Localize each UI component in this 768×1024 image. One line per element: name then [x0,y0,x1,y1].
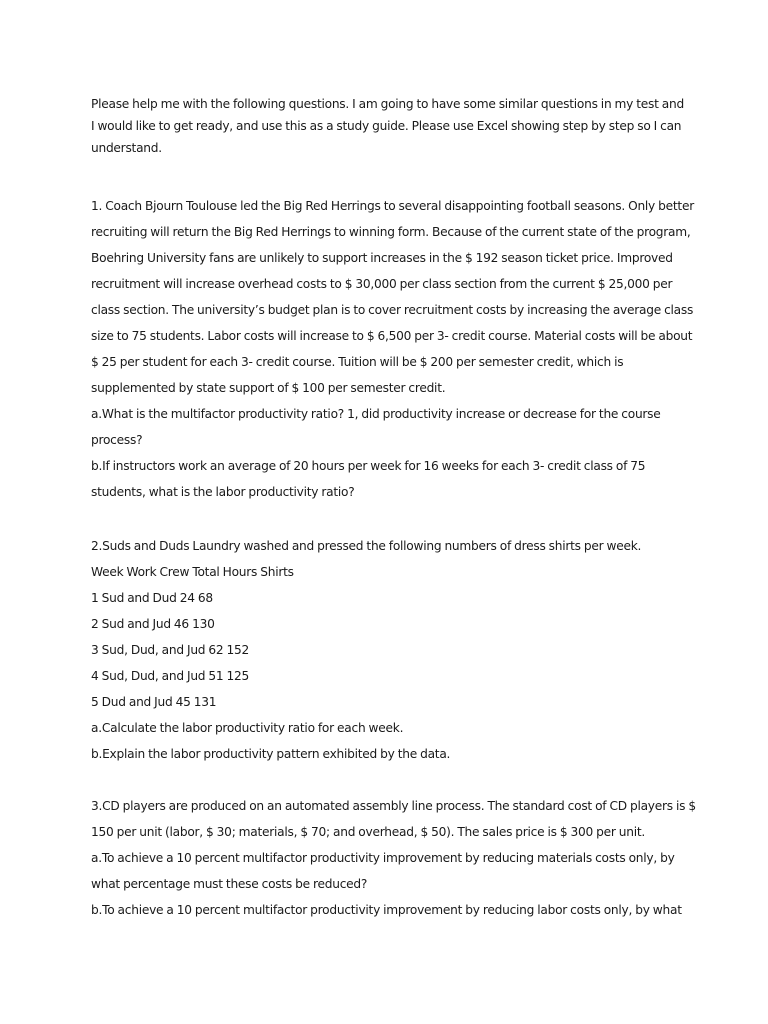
question-2b-line: b.Explain the labor productivity pattern exhibited by the data. [91,747,451,761]
question-3-line: 150 per unit (labor, $ 30; materials, $ 70; and overhead, $ 50). The sales price is $ 300 per unit. [91,825,645,839]
question-3-line: 3.CD players are produced on an automated assembly line process. The standard cost of CD players is $ [91,799,696,813]
intro-paragraph: Please help me with the following questions. I am going to have some similar questions in my test and I would like to get ready, and use this as a study guide. Please use Excel showing step by step so I can understand. [91,97,684,155]
shirts-table-header: Week Work Crew Total Hours Shirts [91,565,294,579]
question-3a-line: what percentage must these costs be reduced? [91,877,368,891]
question-2-line: 2.Suds and Duds Laundry washed and pressed the following numbers of dress shirts per week. [91,539,642,553]
question-3b-line: b.To achieve a 10 percent multifactor productivity improvement by reducing labor costs only, by what [91,903,682,917]
question-1-line: size to 75 students. Labor costs will increase to $ 6,500 per 3- credit course. Material costs will be about [91,329,693,343]
shirts-table-row: 2 Sud and Jud 46 130 [91,617,215,631]
shirts-table-row: 1 Sud and Dud 24 68 [91,591,213,605]
question-1-line: class section. The university’s budget plan is to cover recruitment costs by increasing the average class [91,303,694,317]
question-1-line: recruitment will increase overhead costs to $ 30,000 per class section from the current $ 25,000 per [91,277,673,291]
question-1-line: Boehring University fans are unlikely to support increases in the $ 192 season ticket price. Improved [91,251,673,265]
question-1-line: recruiting will return the Big Red Herrings to winning form. Because of the current state of the program, [91,225,691,239]
question-1b-line: b.If instructors work an average of 20 hours per week for 16 weeks for each 3- credit class of 75 [91,459,646,473]
shirts-table-row: 5 Dud and Jud 45 131 [91,695,217,709]
shirts-table-row: 3 Sud, Dud, and Jud 62 152 [91,643,250,657]
question-1a-line: a.What is the multifactor productivity ratio? 1, did productivity increase or decrease for the course [91,407,661,421]
question-2a-line: a.Calculate the labor productivity ratio for each week. [91,721,404,735]
question-2 [91,533,685,767]
shirts-table-row: 4 Sud, Dud, and Jud 51 125 [91,669,250,683]
question-3 [91,793,696,923]
question-3a-line: a.To achieve a 10 percent multifactor productivity improvement by reducing materials costs only, by [91,851,675,865]
question-1 [91,193,694,505]
question-1-line: 1. Coach Bjourn Toulouse led the Big Red Herrings to several disappointing football seasons. Only better [91,199,694,213]
question-1-line: $ 25 per student for each 3- credit course. Tuition will be $ 200 per semester credit, which is [91,355,624,369]
question-1-line: supplemented by state support of $ 100 per semester credit. [91,381,446,395]
question-1a-line: process? [91,433,143,447]
question-1b-line: students, what is the labor productivity ratio? [91,485,355,499]
